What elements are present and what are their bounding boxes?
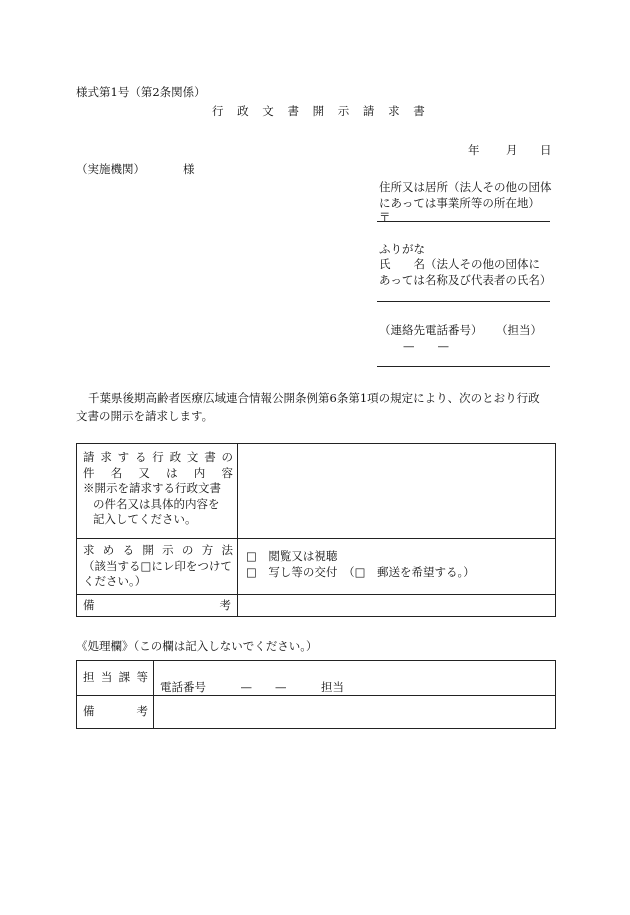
request-statement-line1: 千葉県後期高齢者医療広域連合情報公開条例第6条第1項の規定により、次のとおり行政 bbox=[88, 391, 540, 405]
option-copy-checkbox[interactable]: □ 写し等の交付 （□ 郵送を希望する。） bbox=[246, 564, 475, 579]
furigana-label: ふりがな bbox=[379, 242, 425, 256]
document-label-row2: 件 名 又 は 内 容 bbox=[83, 465, 233, 480]
processing-phone-line: 電話番号 — — 担当 bbox=[160, 680, 344, 694]
date-year-label: 年 bbox=[468, 143, 480, 157]
processing-remarks-input-cell bbox=[154, 696, 556, 729]
name-label-2: あっては名称及び代表者の氏名） bbox=[379, 273, 552, 287]
document-note-1: ※開示を請求する行政文書 bbox=[83, 481, 221, 495]
document-label-cell bbox=[77, 444, 238, 539]
processing-remarks-label: 備 考 bbox=[83, 704, 148, 718]
section-value-cell bbox=[154, 661, 556, 696]
method-label: 求 め る 開 示 の 方 法 bbox=[83, 543, 233, 557]
form-title: 行 政 文 書 開 示 請 求 書 bbox=[212, 104, 430, 118]
postal-mark: 〒 bbox=[379, 210, 391, 224]
remarks-input-cell[interactable] bbox=[238, 595, 556, 617]
date-month-label: 月 bbox=[506, 143, 518, 157]
contact-person-label: （担当） bbox=[496, 323, 542, 337]
name-field[interactable] bbox=[377, 301, 550, 302]
honorific-label: 様 bbox=[183, 162, 195, 176]
phone-dashes: — — bbox=[403, 339, 449, 353]
method-note-2: ください。） bbox=[83, 574, 147, 588]
method-note-1: （該当する□にレ印をつけて bbox=[83, 558, 232, 573]
document-label-row1: 請 求 す る 行 政 文 書 の bbox=[83, 450, 233, 464]
address-field[interactable] bbox=[377, 221, 550, 222]
method-label-cell bbox=[77, 539, 238, 595]
method-options-cell bbox=[238, 539, 556, 595]
remarks-row bbox=[77, 595, 556, 617]
processing-section-row bbox=[77, 661, 556, 696]
option-view-checkbox[interactable]: □ 閲覧又は視聴 bbox=[246, 549, 338, 563]
document-note-3: 記入してください。 bbox=[93, 512, 197, 526]
remarks-label: 備 考 bbox=[83, 598, 231, 612]
name-label-1: 氏 名（法人その他の団体に bbox=[379, 257, 540, 271]
remarks-label-cell bbox=[77, 595, 238, 617]
section-label: 担 当 課 等 bbox=[83, 670, 148, 684]
processing-table bbox=[76, 660, 556, 729]
processing-remarks-row bbox=[77, 696, 556, 729]
address-label-2: にあっては事業所等の所在地） bbox=[379, 196, 540, 210]
phone-field[interactable] bbox=[377, 366, 550, 367]
processing-remarks-label-cell bbox=[77, 696, 154, 729]
method-row bbox=[77, 539, 556, 595]
document-note-2: の件名又は具体的内容を bbox=[93, 496, 220, 511]
date-day-label: 日 bbox=[540, 143, 552, 157]
address-label-1: 住所又は居所（法人その他の団体 bbox=[379, 180, 552, 194]
contact-phone-label: （連絡先電話番号） bbox=[379, 323, 483, 337]
section-label-cell bbox=[77, 661, 154, 696]
document-row bbox=[77, 444, 556, 539]
agency-label: （実施機関） bbox=[76, 162, 145, 176]
form-number: 様式第1号（第2条関係） bbox=[76, 85, 206, 99]
document-input-cell[interactable] bbox=[238, 444, 556, 539]
processing-heading: 《処理欄》（この欄は記入しないでください。） bbox=[76, 639, 318, 653]
request-statement-line2: 文書の開示を請求します。 bbox=[76, 409, 214, 423]
request-table bbox=[76, 443, 556, 617]
